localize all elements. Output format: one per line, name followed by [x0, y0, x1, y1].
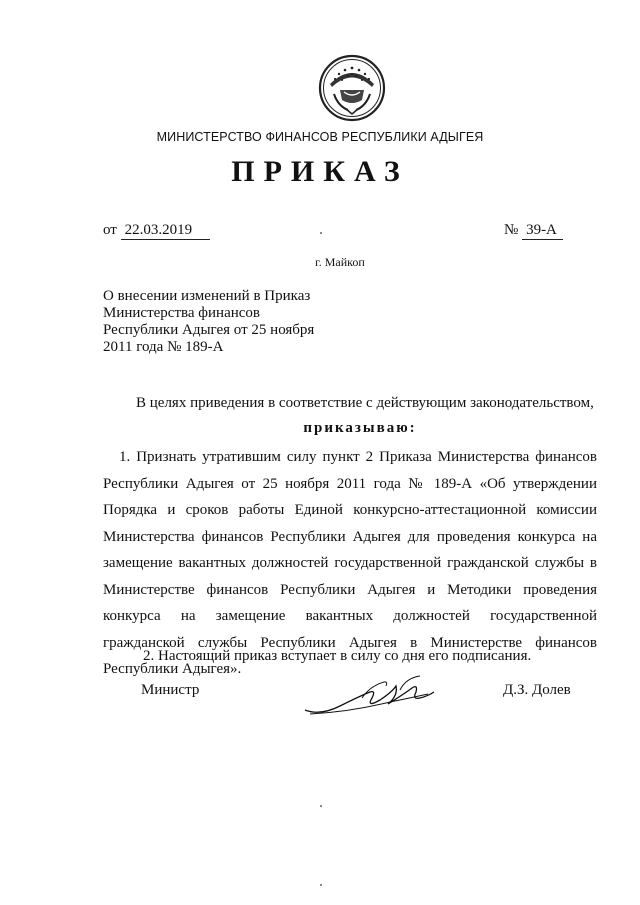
order-word: приказываю: — [303, 420, 417, 436]
subject-line: О внесении изменений в Приказ — [103, 288, 311, 304]
signatory-name: Д.З. Долев — [503, 682, 571, 698]
scan-dot — [320, 232, 322, 234]
number-prefix: № — [504, 222, 519, 238]
preamble: В целях приведения в соответствие с действующим законодательством, — [136, 395, 594, 411]
coat-of-arms-icon — [318, 54, 386, 122]
date-value: 22.03.2019 — [121, 222, 211, 240]
signatory-position: Министр — [141, 682, 200, 698]
document-subject — [103, 288, 363, 356]
date-prefix: от — [103, 222, 117, 238]
document-title: ПРИКАЗ — [231, 155, 409, 188]
subject-line: Республики Адыгея от 25 ноября — [103, 322, 315, 338]
handwritten-signature-icon — [300, 668, 440, 728]
city: г. Майкоп — [315, 255, 365, 269]
ministry-name: МИНИСТЕРСТВО ФИНАНСОВ РЕСПУБЛИКИ АДЫГЕЯ — [156, 130, 484, 144]
scan-dot — [320, 884, 322, 886]
order-item-2: 2. Настоящий приказ вступает в силу со дня его подписания. — [143, 648, 532, 664]
number-value: 39-А — [522, 222, 563, 240]
order-item-1 — [103, 444, 597, 683]
number-line — [504, 222, 563, 240]
date-line — [103, 222, 210, 240]
order-item-1-text: 1. Признать утратившим силу пункт 2 Приказа Министерства финансов Республики Адыгея от 25 ноября 2011 года № 189-А «Об утверждении Порядка и сроков работы Единой конкурсно-аттестационной комиссии Министерства финансов Республики Адыгея для проведения конкурса на замещение вакантных должностей государственной гражданской службы в Министерстве финансов Республики Адыгея и Методики проведения конкурса на замещение вакантных должностей государственной гражданской службы Республики Адыгея в Министерстве финансов Республики Адыгея». — [103, 449, 597, 677]
scan-dot — [320, 805, 322, 807]
subject-line: Министерства финансов — [103, 305, 260, 321]
subject-line: 2011 года № 189-А — [103, 339, 224, 355]
